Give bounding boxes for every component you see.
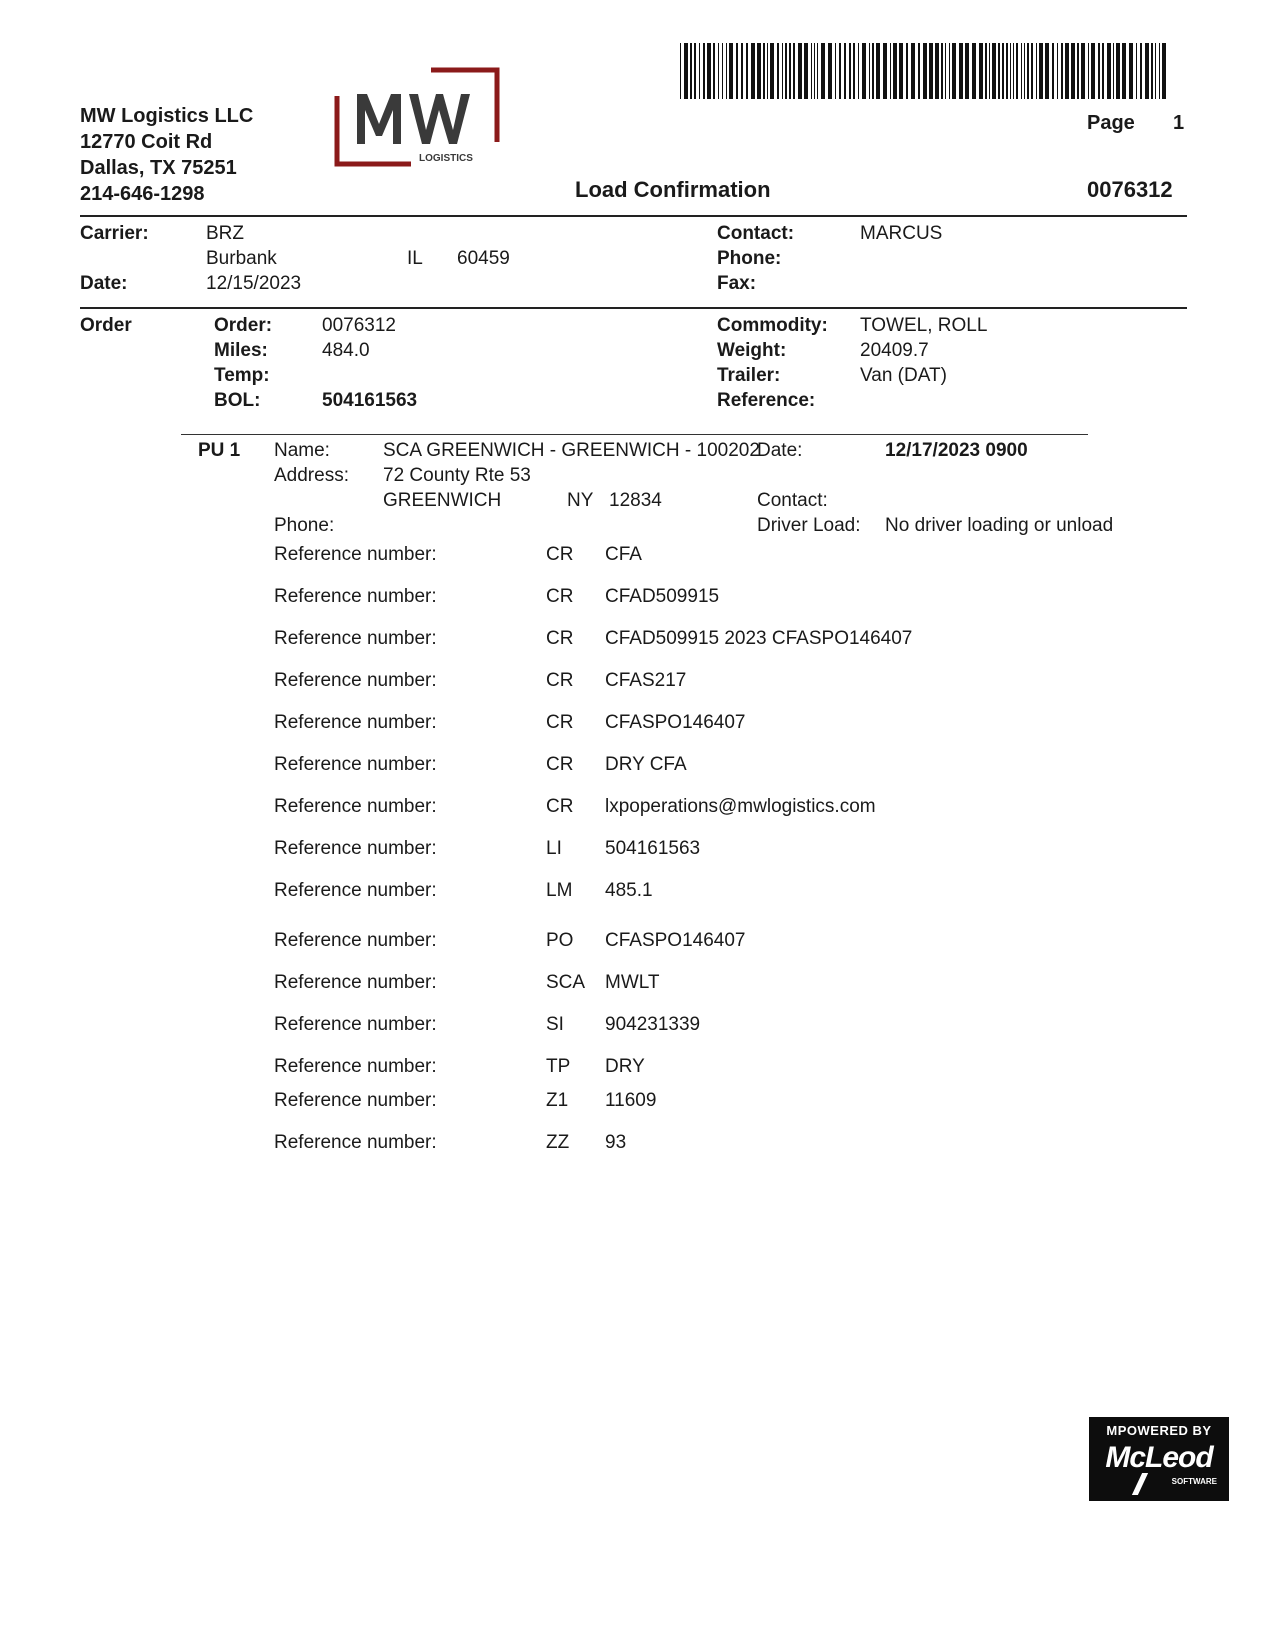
barcode-bar	[1091, 43, 1095, 99]
order-bol-value: 504161563	[322, 390, 418, 411]
reference-value: CFASPO146407	[605, 930, 746, 951]
pickup-phone-label: Phone:	[274, 515, 335, 536]
barcode-bar	[1151, 43, 1153, 99]
barcode-bar	[751, 43, 755, 99]
barcode-bar	[952, 43, 956, 99]
order-temp-label: Temp:	[214, 365, 270, 386]
barcode-bar	[1113, 43, 1114, 99]
carrier-city: Burbank	[206, 248, 277, 269]
barcode-bar	[770, 43, 774, 99]
barcode-bar	[789, 43, 791, 99]
barcode-bar	[703, 43, 705, 99]
reference-value: 504161563	[605, 838, 701, 859]
barcode-bar	[872, 43, 874, 99]
barcode-bar	[777, 43, 779, 99]
barcode-bar	[965, 43, 969, 99]
company-phone: 214-646-1298	[80, 183, 205, 205]
barcode-bar	[935, 43, 939, 99]
reference-code: PO	[546, 930, 574, 951]
pickup-name-value: SCA GREENWICH - GREENWICH - 100202	[383, 440, 760, 461]
reference-label: Reference number:	[274, 1090, 437, 1111]
reference-value: MWLT	[605, 972, 660, 993]
reference-label: Reference number:	[274, 1132, 437, 1153]
carrier-name: BRZ	[206, 223, 244, 244]
pickup-name-label: Name:	[274, 440, 330, 461]
barcode-bar	[844, 43, 846, 99]
carrier-contact: MARCUS	[860, 223, 943, 244]
pickup-contact-label: Contact:	[757, 490, 828, 511]
barcode-bar	[1057, 43, 1058, 99]
barcode-bar	[1045, 43, 1049, 99]
reference-value: CFAD509915	[605, 586, 720, 607]
reference-value: DRY CFA	[605, 754, 687, 775]
barcode-bar	[1052, 43, 1054, 99]
reference-label: Reference number:	[274, 796, 437, 817]
barcode-bar	[821, 43, 825, 99]
order-miles-label: Miles:	[214, 340, 268, 361]
order-number-value: 0076312	[322, 315, 396, 336]
order-miles-value: 484.0	[322, 340, 370, 361]
page-label: Page	[1087, 112, 1135, 134]
barcode-bar	[941, 43, 943, 99]
barcode-bar	[862, 43, 866, 99]
barcode-bar	[1021, 43, 1022, 99]
order-weight-value: 20409.7	[860, 340, 929, 361]
barcode-bar	[906, 43, 908, 99]
carrier-state: IL	[407, 248, 423, 269]
barcode-bar	[1140, 43, 1142, 99]
order-commodity-label: Commodity:	[717, 315, 828, 336]
barcode-bar	[1162, 43, 1166, 99]
barcode-bar	[911, 43, 915, 99]
barcode-bar	[1088, 43, 1089, 99]
barcode-bar	[998, 43, 1000, 99]
barcode-bar	[839, 43, 841, 99]
reference-code: CR	[546, 712, 574, 733]
pickup-address-label: Address:	[274, 465, 349, 486]
barcode-bar	[1102, 43, 1104, 99]
barcode-bar	[893, 43, 897, 99]
barcode-bar	[858, 43, 859, 99]
pickup-divider	[181, 434, 1088, 435]
barcode-bar	[814, 43, 815, 99]
barcode-bar	[918, 43, 920, 99]
reference-label: Reference number:	[274, 1056, 437, 1077]
barcode-bar	[876, 43, 880, 99]
reference-value: CFASPO146407	[605, 712, 746, 733]
barcode-bar	[1061, 43, 1063, 99]
carrier-phone-label: Phone:	[717, 248, 782, 269]
reference-code: CR	[546, 754, 574, 775]
logo-subtitle: LOGISTICS	[419, 153, 473, 164]
order-commodity-value: TOWEL, ROLL	[860, 315, 988, 336]
barcode-bar	[694, 43, 696, 99]
reference-code: ZZ	[546, 1132, 570, 1153]
carrier-divider	[80, 307, 1187, 309]
reference-label: Reference number:	[274, 544, 437, 565]
pickup-driver-load-value: No driver loading or unload	[885, 515, 1114, 536]
barcode-bar	[718, 43, 719, 99]
order-number-label: Order:	[214, 315, 273, 336]
order-weight-label: Weight:	[717, 340, 787, 361]
barcode-bar	[979, 43, 983, 99]
mcleod-logo-text: McLeod	[1105, 1441, 1213, 1474]
reference-label: Reference number:	[274, 670, 437, 691]
mcleod-software-text: SOFTWARE	[1171, 1477, 1217, 1486]
pickup-stop-label: PU 1	[198, 440, 241, 461]
reference-label: Reference number:	[274, 880, 437, 901]
barcode-bar	[811, 43, 812, 99]
barcode-bar	[1136, 43, 1137, 99]
barcode-bar	[736, 43, 738, 99]
pickup-date-value: 12/17/2023 0900	[885, 440, 1028, 461]
page-number: 1	[1173, 112, 1185, 134]
barcode-bar	[959, 43, 963, 99]
carrier-date-label: Date:	[80, 273, 128, 294]
barcode-bar	[767, 43, 768, 99]
carrier-date: 12/15/2023	[206, 273, 302, 294]
reference-label: Reference number:	[274, 930, 437, 951]
pickup-zip: 12834	[609, 490, 662, 511]
reference-code: CR	[546, 586, 574, 607]
barcode-bar	[741, 43, 743, 99]
header-divider	[80, 215, 1187, 217]
order-trailer-label: Trailer:	[717, 365, 781, 386]
reference-value: DRY	[605, 1056, 645, 1077]
reference-value: CFA	[605, 544, 642, 565]
barcode-bar	[729, 43, 733, 99]
barcode-bar	[949, 43, 950, 99]
barcode-bar	[1081, 43, 1085, 99]
barcode-bar	[1039, 43, 1043, 99]
pickup-date-label: Date:	[757, 440, 803, 461]
company-name: MW Logistics LLC	[80, 105, 254, 127]
barcode-bar	[1016, 43, 1018, 99]
reference-code: CR	[546, 544, 574, 565]
barcode-bar	[746, 43, 748, 99]
reference-code: TP	[546, 1056, 571, 1077]
barcode-bar	[883, 43, 887, 99]
barcode-bar	[1071, 43, 1075, 99]
company-address-block	[80, 103, 253, 207]
reference-value: CFAD509915 2023 CFASPO146407	[605, 628, 913, 649]
order-section-label: Order	[80, 315, 132, 336]
barcode-bar	[817, 43, 818, 99]
pickup-city: GREENWICH	[383, 490, 502, 511]
barcode-bar	[1006, 43, 1008, 99]
barcode-bar	[680, 43, 681, 99]
reference-code: LI	[546, 838, 562, 859]
reference-label: Reference number:	[274, 1014, 437, 1035]
reference-label: Reference number:	[274, 838, 437, 859]
barcode-bar	[763, 43, 765, 99]
document-title: Load Confirmation	[575, 177, 771, 202]
barcode-bar	[1002, 43, 1004, 99]
reference-label: Reference number:	[274, 754, 437, 775]
barcode-bar	[992, 43, 996, 99]
reference-value: 11609	[605, 1090, 657, 1111]
reference-value: CFAS217	[605, 670, 687, 691]
reference-label: Reference number:	[274, 712, 437, 733]
reference-label: Reference number:	[274, 586, 437, 607]
barcode-bar	[869, 43, 870, 99]
barcode-bar	[782, 43, 783, 99]
order-bol-label: BOL:	[214, 390, 261, 411]
carrier-contact-label: Contact:	[717, 223, 795, 244]
pickup-state: NY	[567, 490, 594, 511]
barcode-bar	[707, 43, 711, 99]
order-trailer-value: Van (DAT)	[860, 365, 947, 386]
reference-value: lxpoperations@mwlogistics.com	[605, 796, 876, 817]
barcode-bar	[929, 43, 933, 99]
barcode-bar	[713, 43, 715, 99]
barcode-bar	[1107, 43, 1111, 99]
barcode-bar	[793, 43, 795, 99]
mcleod-powered-by-badge	[1089, 1417, 1229, 1501]
barcode-bar	[798, 43, 802, 99]
barcode-bar	[1027, 43, 1029, 99]
barcode-bar	[828, 43, 832, 99]
barcode-bar	[1065, 43, 1069, 99]
reference-code: Z1	[546, 1090, 569, 1111]
barcode-bar	[1159, 43, 1160, 99]
carrier-zip: 60459	[457, 248, 510, 269]
barcode-bar	[726, 43, 727, 99]
barcode-bar	[899, 43, 903, 99]
barcode-bar	[1116, 43, 1120, 99]
barcode-bar	[1036, 43, 1037, 99]
barcode-bar	[1077, 43, 1079, 99]
barcode-bar	[1098, 43, 1100, 99]
mw-logistics-logo	[333, 66, 503, 170]
barcode-bar	[690, 43, 692, 99]
barcode-bar	[1013, 43, 1014, 99]
barcode-bar	[989, 43, 990, 99]
carrier-label: Carrier:	[80, 223, 149, 244]
barcode-bar	[1145, 43, 1149, 99]
reference-code: LM	[546, 880, 573, 901]
reference-code: SI	[546, 1014, 564, 1035]
pickup-address-line: 72 County Rte 53	[383, 465, 531, 486]
barcode-bar	[945, 43, 946, 99]
barcode-bar	[1155, 43, 1156, 99]
document-number: 0076312	[1087, 177, 1173, 202]
reference-value: 904231339	[605, 1014, 701, 1035]
reference-value: 485.1	[605, 880, 653, 901]
mcleod-slash-icon	[1132, 1473, 1148, 1495]
company-city-state-zip: Dallas, TX 75251	[80, 157, 237, 179]
mcleod-powered-by-text: MPOWERED BY	[1106, 1423, 1212, 1438]
company-street: 12770 Coit Rd	[80, 131, 213, 153]
barcode-bar	[890, 43, 891, 99]
barcode-bar	[785, 43, 787, 99]
barcode-bar	[1024, 43, 1025, 99]
order-reference-label: Reference:	[717, 390, 816, 411]
barcode-bar	[757, 43, 761, 99]
barcode-bar	[1010, 43, 1011, 99]
reference-code: SCA	[546, 972, 586, 993]
reference-value: 93	[605, 1132, 627, 1153]
barcode-bar	[1122, 43, 1126, 99]
carrier-fax-label: Fax:	[717, 273, 757, 294]
pickup-driver-load-label: Driver Load:	[757, 515, 861, 536]
barcode-bar	[684, 43, 688, 99]
reference-code: CR	[546, 796, 574, 817]
barcode-bar	[972, 43, 976, 99]
reference-label: Reference number:	[274, 972, 437, 993]
barcode-bar	[722, 43, 723, 99]
reference-code: CR	[546, 670, 574, 691]
barcode-bar	[923, 43, 927, 99]
barcode-bar	[853, 43, 855, 99]
barcode-bar	[699, 43, 700, 99]
barcode-bar	[835, 43, 836, 99]
reference-code: CR	[546, 628, 574, 649]
barcode-bar	[985, 43, 987, 99]
barcode	[680, 43, 1170, 99]
barcode-bar	[849, 43, 851, 99]
barcode-bar	[1129, 43, 1133, 99]
barcode-bar	[804, 43, 808, 99]
barcode-bar	[1031, 43, 1033, 99]
reference-label: Reference number:	[274, 628, 437, 649]
